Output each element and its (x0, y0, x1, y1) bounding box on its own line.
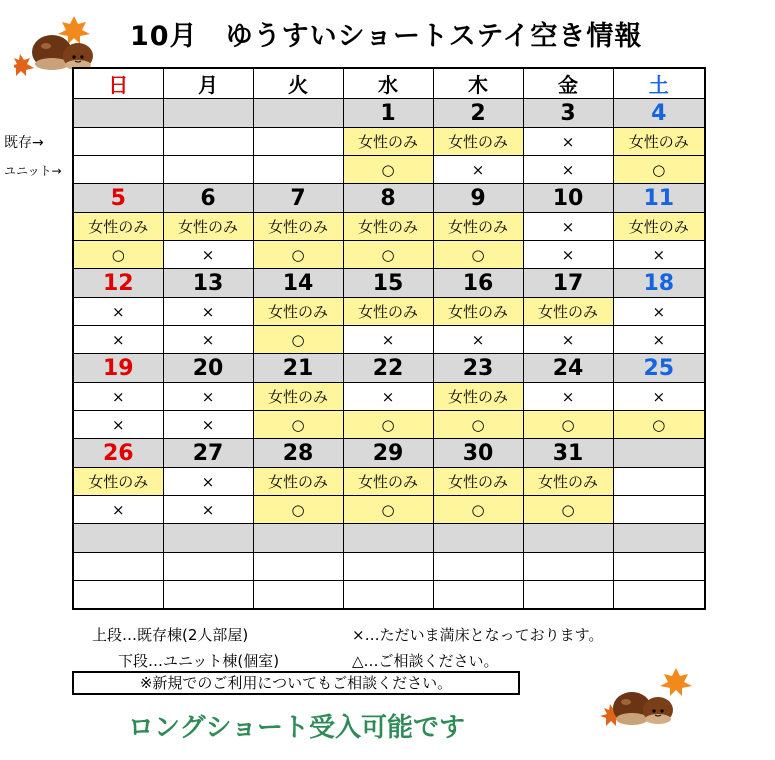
weekday-header-row (73, 68, 705, 99)
existing-status-cell: 女性のみ (433, 298, 523, 326)
date-cell (253, 524, 343, 553)
existing-status-cell: 女性のみ (253, 468, 343, 496)
date-cell (523, 524, 613, 553)
unit-status-cell: × (163, 411, 253, 439)
date-cell: 11 (613, 184, 705, 213)
date-cell: 7 (253, 184, 343, 213)
existing-status-cell: 女性のみ (73, 213, 163, 241)
existing-row (73, 383, 705, 411)
date-cell (343, 524, 433, 553)
date-cell: 30 (433, 439, 523, 468)
existing-status-cell (73, 128, 163, 156)
date-cell: 13 (163, 269, 253, 298)
unit-row (73, 411, 705, 439)
unit-row (73, 156, 705, 184)
existing-status-cell: 女性のみ (613, 128, 705, 156)
weekday-header: 水 (343, 68, 433, 99)
date-row (73, 354, 705, 383)
unit-status-cell (253, 156, 343, 184)
date-row (73, 269, 705, 298)
existing-status-cell: 女性のみ (343, 213, 433, 241)
date-cell: 6 (163, 184, 253, 213)
date-cell (613, 524, 705, 553)
unit-status-cell: × (613, 326, 705, 354)
unit-status-cell: ○ (253, 411, 343, 439)
existing-row (73, 298, 705, 326)
unit-status-cell (613, 581, 705, 610)
unit-status-cell (253, 581, 343, 610)
date-row (73, 439, 705, 468)
new-user-note: ※新規でのご利用についてもご相談ください。 (72, 671, 520, 695)
existing-status-cell: 女性のみ (433, 213, 523, 241)
unit-status-cell (523, 581, 613, 610)
existing-status-cell: × (613, 298, 705, 326)
legend-cross: ×…ただいま満床となっております。 (352, 626, 604, 644)
existing-status-cell: × (523, 128, 613, 156)
date-cell: 3 (523, 99, 613, 128)
unit-status-cell: × (343, 326, 433, 354)
availability-calendar (72, 67, 706, 610)
unit-status-cell: ○ (253, 326, 343, 354)
existing-row (73, 468, 705, 496)
date-cell (163, 99, 253, 128)
date-cell: 19 (73, 354, 163, 383)
unit-status-cell: ○ (343, 496, 433, 524)
unit-status-cell: ○ (343, 241, 433, 269)
weekday-header: 土 (613, 68, 705, 99)
unit-status-cell (163, 581, 253, 610)
date-cell: 16 (433, 269, 523, 298)
legend-triangle: △…ご相談ください。 (352, 652, 499, 670)
weekday-header: 木 (433, 68, 523, 99)
existing-status-cell: 女性のみ (523, 298, 613, 326)
existing-status-cell: 女性のみ (433, 128, 523, 156)
unit-status-cell (73, 581, 163, 610)
date-cell: 1 (343, 99, 433, 128)
existing-status-cell (253, 553, 343, 581)
date-cell: 23 (433, 354, 523, 383)
date-cell (253, 99, 343, 128)
date-cell (433, 524, 523, 553)
unit-status-cell (73, 156, 163, 184)
unit-status-cell: × (523, 241, 613, 269)
unit-row-label: ユニット→ (4, 164, 62, 178)
date-cell (73, 99, 163, 128)
unit-status-cell: × (163, 241, 253, 269)
chestnut-autumn-leaves-icon (600, 664, 692, 730)
date-cell: 17 (523, 269, 613, 298)
unit-status-cell: ○ (613, 411, 705, 439)
date-cell (73, 524, 163, 553)
existing-status-cell: × (523, 383, 613, 411)
unit-status-cell: ○ (433, 496, 523, 524)
unit-status-cell: ○ (523, 496, 613, 524)
existing-status-cell: 女性のみ (613, 213, 705, 241)
date-cell: 24 (523, 354, 613, 383)
existing-status-cell: × (613, 383, 705, 411)
unit-status-cell: ○ (613, 156, 705, 184)
existing-status-cell (613, 553, 705, 581)
unit-status-cell: × (523, 326, 613, 354)
unit-status-cell: × (433, 156, 523, 184)
unit-status-cell: ○ (343, 156, 433, 184)
unit-status-cell: ○ (433, 241, 523, 269)
unit-status-cell: ○ (73, 241, 163, 269)
existing-status-cell (73, 553, 163, 581)
date-cell: 4 (613, 99, 705, 128)
unit-status-cell: × (523, 156, 613, 184)
existing-row (73, 553, 705, 581)
existing-status-cell: 女性のみ (253, 383, 343, 411)
existing-status-cell: 女性のみ (523, 468, 613, 496)
date-cell: 27 (163, 439, 253, 468)
existing-status-cell: 女性のみ (433, 468, 523, 496)
existing-status-cell (163, 553, 253, 581)
unit-status-cell (163, 156, 253, 184)
date-cell: 31 (523, 439, 613, 468)
existing-status-cell (343, 553, 433, 581)
existing-status-cell (163, 128, 253, 156)
unit-status-cell: × (163, 326, 253, 354)
weekday-header: 日 (73, 68, 163, 99)
date-cell: 5 (73, 184, 163, 213)
existing-status-cell: 女性のみ (163, 213, 253, 241)
existing-status-cell (253, 128, 343, 156)
unit-row (73, 496, 705, 524)
existing-status-cell: × (163, 298, 253, 326)
date-row (73, 184, 705, 213)
unit-row (73, 241, 705, 269)
weekday-header: 月 (163, 68, 253, 99)
date-cell: 12 (73, 269, 163, 298)
long-stay-banner: ロングショート受入可能です (128, 713, 465, 743)
existing-row (73, 213, 705, 241)
existing-status-cell: 女性のみ (253, 213, 343, 241)
existing-status-cell (613, 468, 705, 496)
existing-status-cell: 女性のみ (73, 468, 163, 496)
date-cell: 28 (253, 439, 343, 468)
unit-status-cell: × (73, 496, 163, 524)
date-cell (163, 524, 253, 553)
date-cell: 26 (73, 439, 163, 468)
unit-status-cell: × (433, 326, 523, 354)
unit-row (73, 326, 705, 354)
date-cell: 20 (163, 354, 253, 383)
existing-row-label: 既存→ (4, 135, 44, 151)
existing-status-cell (433, 553, 523, 581)
date-cell: 25 (613, 354, 705, 383)
existing-status-cell: 女性のみ (343, 298, 433, 326)
unit-status-cell: ○ (433, 411, 523, 439)
existing-status-cell (523, 553, 613, 581)
date-cell: 9 (433, 184, 523, 213)
legend-lower: 下段…ユニット棟(個室) (118, 652, 280, 670)
existing-status-cell: × (523, 213, 613, 241)
existing-row (73, 128, 705, 156)
unit-status-cell (613, 496, 705, 524)
existing-status-cell: × (73, 298, 163, 326)
weekday-header: 火 (253, 68, 343, 99)
date-cell: 18 (613, 269, 705, 298)
existing-status-cell: × (163, 383, 253, 411)
weekday-header: 金 (523, 68, 613, 99)
date-cell: 15 (343, 269, 433, 298)
unit-status-cell: × (613, 241, 705, 269)
existing-status-cell: × (73, 383, 163, 411)
unit-status-cell: ○ (253, 496, 343, 524)
legend-upper: 上段…既存棟(2人部屋) (92, 626, 249, 644)
unit-status-cell: ○ (253, 241, 343, 269)
unit-status-cell: × (73, 326, 163, 354)
date-cell: 8 (343, 184, 433, 213)
existing-status-cell: 女性のみ (343, 128, 433, 156)
existing-status-cell: × (163, 468, 253, 496)
unit-status-cell: × (73, 411, 163, 439)
date-cell: 21 (253, 354, 343, 383)
date-cell: 14 (253, 269, 343, 298)
date-row (73, 524, 705, 553)
date-cell: 2 (433, 99, 523, 128)
date-row (73, 99, 705, 128)
unit-status-cell: ○ (523, 411, 613, 439)
existing-status-cell: × (343, 383, 433, 411)
date-cell: 22 (343, 354, 433, 383)
existing-status-cell: 女性のみ (253, 298, 343, 326)
existing-status-cell: 女性のみ (433, 383, 523, 411)
unit-row (73, 581, 705, 610)
unit-status-cell: × (163, 496, 253, 524)
date-cell: 29 (343, 439, 433, 468)
date-cell (613, 439, 705, 468)
unit-status-cell: ○ (343, 411, 433, 439)
unit-status-cell (433, 581, 523, 610)
date-cell: 10 (523, 184, 613, 213)
unit-status-cell (343, 581, 433, 610)
existing-status-cell: 女性のみ (343, 468, 433, 496)
page-title: 10月 ゆうすいショートステイ空き情報 (130, 21, 643, 52)
